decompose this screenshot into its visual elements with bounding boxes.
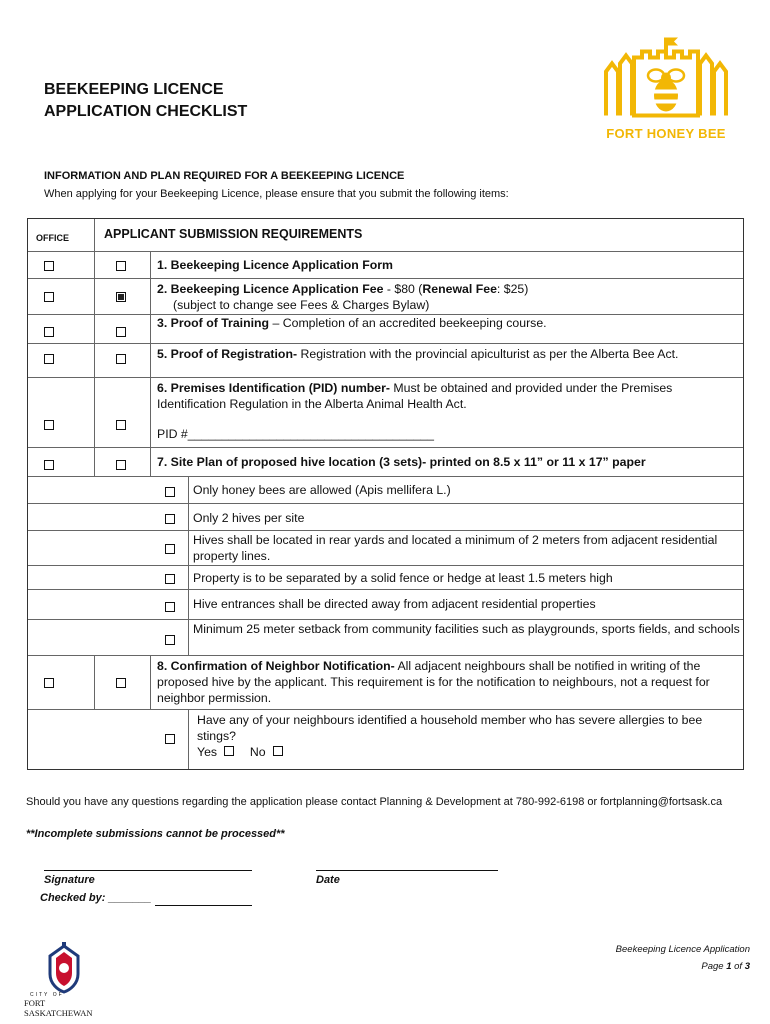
sub-item-checkbox[interactable]: [165, 514, 175, 524]
item-7-text: 7. Site Plan of proposed hive location (3 sets)- printed on 8.5 x 11” or 11 x 17” paper: [157, 455, 646, 469]
checklist-row-3: [28, 314, 743, 343]
pid-field[interactable]: PID #____________________________________: [157, 427, 434, 441]
allergy-question-row: [28, 709, 743, 769]
city-name: FORT SASKATCHEWAN: [24, 998, 93, 1018]
document-title: [44, 79, 247, 123]
office-checkbox-8[interactable]: [44, 678, 54, 688]
sub-item-text: Property is to be separated by a solid fence or hedge at least 1.5 meters high: [193, 571, 613, 585]
table-header-row: [28, 219, 743, 251]
office-checkbox-1[interactable]: [44, 261, 54, 271]
title-line-1: BEEKEEPING LICENCE: [44, 81, 224, 98]
checklist-row-6: [28, 377, 743, 447]
info-subtext: When applying for your Beekeeping Licence, please ensure that you submit the following items:: [44, 188, 509, 200]
contact-info: Should you have any questions regarding the application please contact Planning & Development at 780-992-6198 or fortplanning@fortsask.ca: [26, 796, 723, 808]
office-header: OFFICE: [36, 233, 69, 243]
checked-by-label: Checked by: _______: [40, 892, 152, 904]
sub-item-checkbox[interactable]: [165, 487, 175, 497]
sub-item-text: Only 2 hives per site: [193, 511, 305, 525]
incomplete-warning: **Incomplete submissions cannot be processed**: [26, 828, 285, 840]
sub-item-row: [28, 619, 743, 655]
checklist-table: [27, 218, 744, 770]
sub-item-text: Minimum 25 meter setback from community facilities such as playgrounds, sports fields, and schools: [193, 622, 740, 636]
checked-by-line[interactable]: [155, 905, 252, 906]
sub-item-text: Hive entrances shall be directed away from adjacent residential properties: [193, 597, 596, 611]
item-8-text: 8. Confirmation of Neighbor Notification- All adjacent neighbours shall be notified in writing of the proposed hive by the applicant. This requirement is for the notification to neighbours, not a request for neighbor permission.: [157, 659, 710, 705]
item-2-text: 2. Beekeeping Licence Application Fee - $80 (Renewal Fee: $25) (subject to change see Fees & Charges Bylaw): [157, 282, 529, 312]
allergy-checkbox[interactable]: [165, 734, 175, 744]
item-5-text: 5. Proof of Registration- Registration with the provincial apiculturist as per the Alberta Bee Act.: [157, 347, 679, 361]
city-prefix: CITY OF: [30, 992, 64, 998]
office-checkbox-5[interactable]: [44, 354, 54, 364]
sub-item-checkbox[interactable]: [165, 574, 175, 584]
applicant-checkbox-5[interactable]: [116, 354, 126, 364]
allergy-question-text: Have any of your neighbours identified a household member who has severe allergies to bee stings? Yes No: [197, 713, 703, 759]
checklist-row-7: [28, 447, 743, 476]
applicant-checkbox-2-checked[interactable]: [116, 292, 126, 302]
page-number: Page 1 of 3: [701, 961, 750, 972]
signature-line[interactable]: [44, 870, 252, 871]
checklist-row-2: [28, 278, 743, 314]
applicant-checkbox-3[interactable]: [116, 327, 126, 337]
applicant-checkbox-6[interactable]: [116, 420, 126, 430]
applicant-checkbox-1[interactable]: [116, 261, 126, 271]
title-line-2: APPLICATION CHECKLIST: [44, 103, 248, 120]
sub-item-row: [28, 530, 743, 565]
sub-item-row: [28, 589, 743, 619]
checklist-row-1: [28, 251, 743, 278]
requirements-header: APPLICANT SUBMISSION REQUIREMENTS: [104, 227, 363, 241]
sub-item-row: [28, 503, 743, 530]
item-3-text: 3. Proof of Training – Completion of an accredited beekeeping course.: [157, 316, 547, 330]
office-checkbox-2[interactable]: [44, 292, 54, 302]
info-heading: INFORMATION AND PLAN REQUIRED FOR A BEEKEEPING LICENCE: [44, 170, 405, 182]
yes-label: Yes: [197, 745, 218, 759]
office-checkbox-3[interactable]: [44, 327, 54, 337]
applicant-checkbox-8[interactable]: [116, 678, 126, 688]
date-label: Date: [316, 874, 340, 886]
item-1-text: 1. Beekeeping Licence Application Form: [157, 258, 393, 272]
item-6-text: 6. Premises Identification (PID) number- Must be obtained and provided under the Premises Identification Regulation in the Alberta Animal Health Act.: [157, 381, 673, 411]
sub-item-text: Hives shall be located in rear yards and located a minimum of 2 meters from adjacent residential property lines.: [193, 533, 718, 563]
document-name: Beekeeping Licence Application: [615, 944, 750, 955]
sub-item-checkbox[interactable]: [165, 544, 175, 554]
checklist-row-8: [28, 655, 743, 709]
applicant-checkbox-7[interactable]: [116, 460, 126, 470]
office-checkbox-6[interactable]: [44, 420, 54, 430]
sub-item-checkbox[interactable]: [165, 635, 175, 645]
city-crest: [24, 940, 108, 1018]
no-checkbox[interactable]: [273, 746, 283, 756]
sub-item-row: [28, 476, 743, 503]
office-checkbox-7[interactable]: [44, 460, 54, 470]
date-line[interactable]: [316, 870, 498, 871]
sub-item-text: Only honey bees are allowed (Apis mellifera L.): [193, 483, 451, 497]
no-label: No: [249, 745, 266, 759]
signature-label: Signature: [44, 874, 95, 886]
logo-text: FORT HONEY BEE: [606, 126, 726, 141]
yes-checkbox[interactable]: [224, 746, 234, 756]
sub-item-row: [28, 565, 743, 589]
sub-item-checkbox[interactable]: [165, 602, 175, 612]
checklist-row-5: [28, 343, 743, 377]
